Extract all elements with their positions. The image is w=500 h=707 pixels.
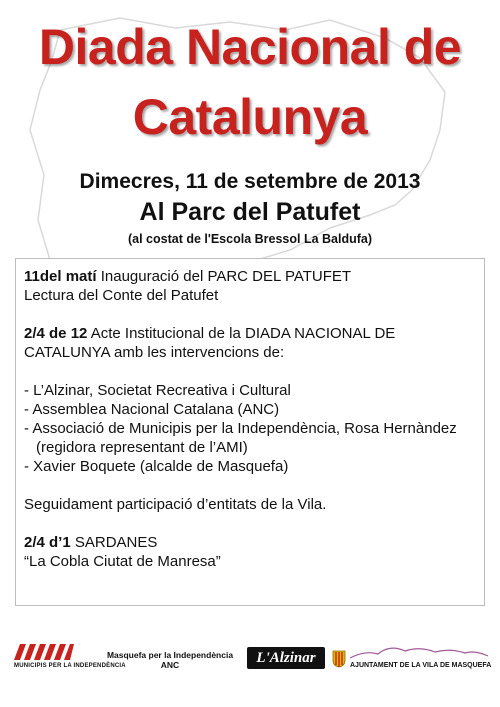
- event-date: Dimecres, 11 de setembre de 2013: [79, 170, 421, 193]
- mpi-line-1: Masquefa per la Independència: [106, 650, 234, 660]
- speaker-item-continuation: (regidora representant de l’AMI): [36, 439, 248, 456]
- item-3-time: 2/4 d’1: [24, 534, 71, 551]
- title-line-1: Diada Nacional de: [38, 19, 462, 75]
- speaker-item: - Xavier Boquete (alcalde de Masquefa): [24, 458, 289, 475]
- ami-text: MUNICIPIS PER LA INDEPENDÈNCIA: [14, 663, 126, 669]
- alzinar-logo: [247, 647, 325, 669]
- mpi-line-2: ANC: [160, 660, 180, 670]
- speaker-item: - Associació de Municipis per la Independència, Rosa Hernàndez: [24, 420, 457, 437]
- event-venue: Al Parc del Patufet: [139, 198, 361, 226]
- item-3-text: SARDANES: [70, 534, 158, 551]
- item-1-time: 11del matí: [24, 268, 97, 285]
- sponsor-footer: [0, 640, 500, 680]
- ajuntament-logo: [332, 642, 492, 676]
- mpi-logo: [105, 650, 235, 670]
- item-1-line-2: Lectura del Conte del Patufet: [24, 287, 219, 304]
- coat-of-arms-icon: [332, 650, 346, 668]
- program-item-1: [24, 267, 474, 286]
- program-item-3: [24, 533, 474, 552]
- item-1-text: Inauguració del PARC DEL PATUFET: [96, 268, 352, 285]
- item-2-line-2: CATALUNYA amb les intervencions de:: [24, 344, 285, 361]
- item-2-text: Acte Institucional de la DIADA NACIONAL DE: [87, 325, 396, 342]
- ami-logo: [14, 644, 126, 669]
- program-box: [15, 258, 485, 606]
- alzinar-text: L'Alzinar: [256, 650, 316, 666]
- program-item-2: [24, 324, 474, 343]
- speaker-item: - L’Alzinar, Societat Recreativa i Cultural: [24, 382, 291, 399]
- item-3-line-2: “La Cobla Ciutat de Manresa”: [24, 553, 221, 570]
- title-line-2: Catalunya: [132, 89, 368, 145]
- ajuntament-text: AJUNTAMENT DE LA VILA DE MASQUEFA: [350, 662, 492, 669]
- speaker-item: - Assemblea Nacional Catalana (ANC): [24, 401, 280, 418]
- ami-mark-icon: [14, 644, 74, 660]
- item-2-time: 2/4 de 12: [24, 325, 88, 342]
- hills-icon: [350, 642, 488, 660]
- followup-text: Seguidament participació d’entitats de la Vila.: [24, 496, 327, 513]
- venue-note: (al costat de l'Escola Bressol La Baldufa): [127, 232, 373, 246]
